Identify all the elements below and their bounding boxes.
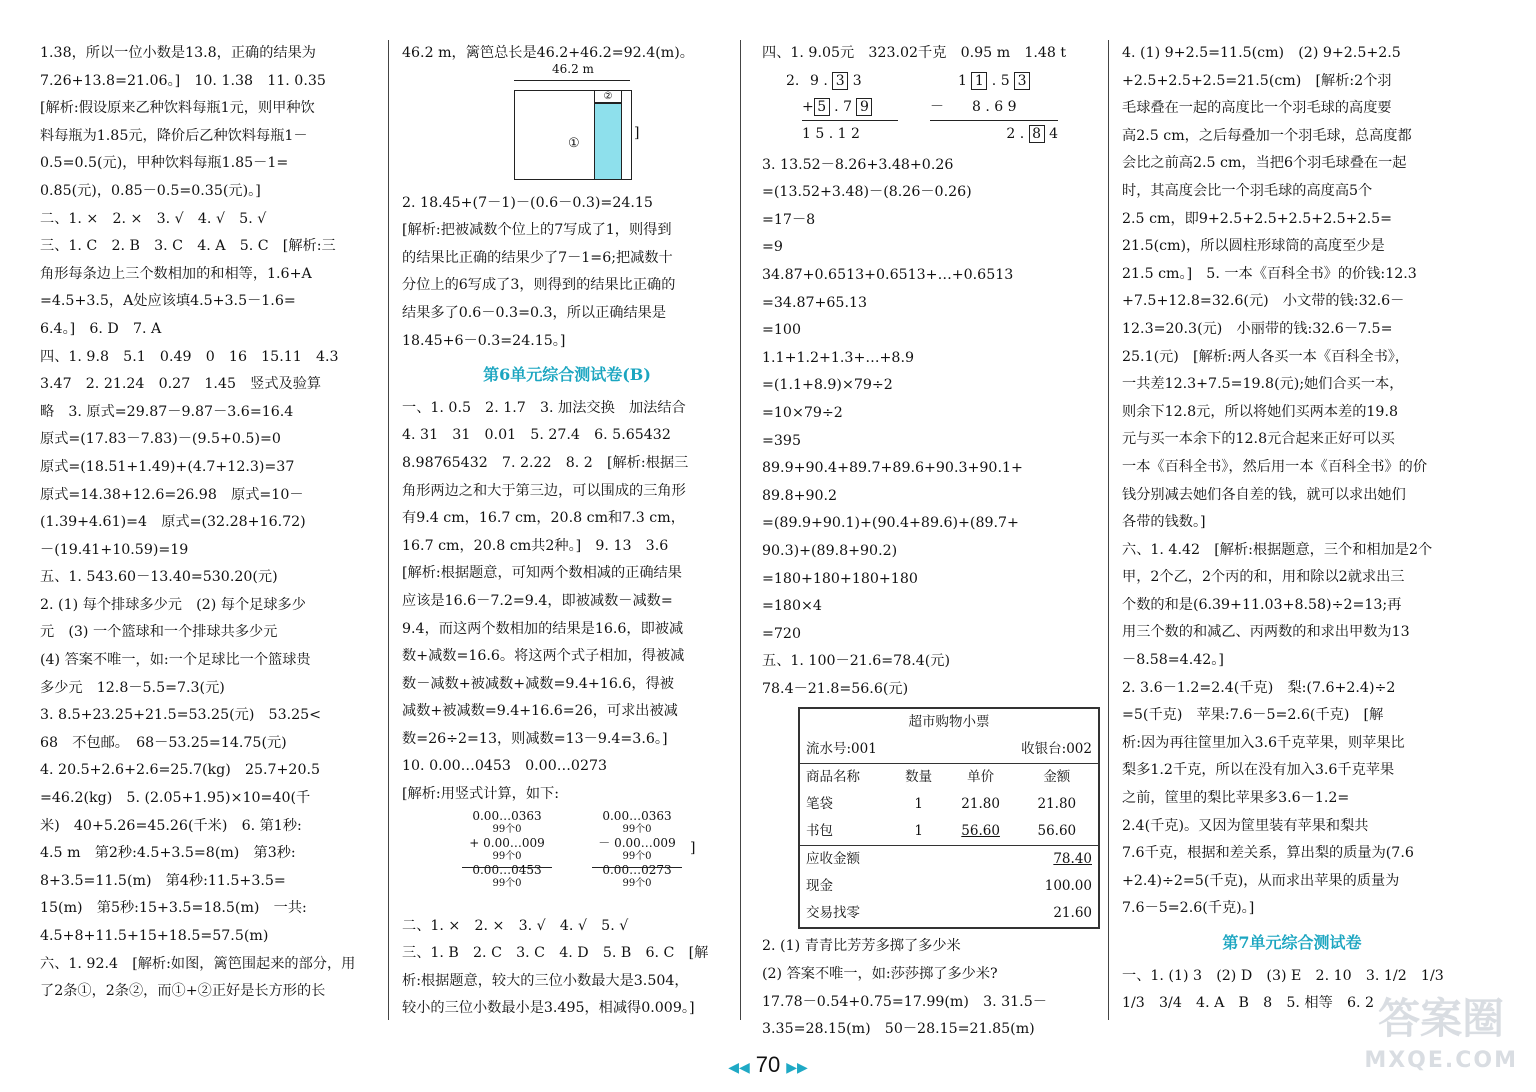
text-line: 会比之前高2.5 cm，当把6个羽毛球叠在一起: [1122, 155, 1407, 172]
calc-line: － 0.00…009: [598, 835, 676, 850]
calc-line: 0.00…0273: [602, 862, 672, 877]
text-line: 2. 3.6－1.2=2.4(千克) 梨:(7.6+2.4)÷2: [1122, 679, 1396, 696]
calc-line: 99个0: [492, 850, 522, 862]
text-line: 高2.5 cm，之后每叠加一个羽毛球，总高度都: [1122, 127, 1412, 144]
watermark-url: MXQE.COM: [1364, 1048, 1518, 1073]
text-line: 0.5=0.5(元)，甲种饮料每瓶1.85－1=: [40, 155, 289, 172]
text-line: 用三个数的和减乙、丙两数的和求出甲数为13: [1122, 624, 1410, 641]
calc-line: 99个0: [492, 823, 522, 835]
column-divider: [388, 40, 389, 1020]
text-line: 3. 13.52－8.26+3.48+0.26: [762, 156, 954, 173]
text-line: 元与买一本余下的12.8元合起来正好可以买: [1122, 431, 1395, 448]
text-line: =9: [762, 239, 783, 256]
text-line: 90.3)+(89.8+90.2): [762, 542, 898, 559]
text-line: [解析:根据题意，可知两个数相减的正确结果: [402, 565, 682, 582]
text-line: =395: [762, 432, 801, 449]
section-title: 第7单元综合测试卷: [1222, 933, 1362, 952]
text-line: 1/3 3/4 4. A B 8 5. 相等 6. 2: [1122, 995, 1375, 1012]
text-line: 2. (1) 每个排球多少元 (2) 每个足球多少: [40, 596, 306, 613]
text-line: 一共差12.3+7.5=19.8(元);她们合买一本，: [1122, 376, 1404, 393]
receipt-header: 金额: [1043, 769, 1071, 786]
text-line: 毛球叠在一起的高度比一个羽毛球的高度要: [1122, 100, 1392, 117]
page-number: 70: [755, 1052, 781, 1077]
text-line: 89.9+90.4+89.7+89.6+90.3+90.1+: [762, 460, 1023, 477]
text-line: =4.5+3.5，A处应该填4.5+3.5－1.6=: [40, 293, 296, 310]
text-line: 4. 31 31 0.01 5. 27.4 6. 5.65432: [402, 427, 671, 444]
text-line: =(13.52+3.48)－(8.26－0.26): [762, 184, 972, 201]
text-line: 数+减数=16.6。将这两个式子相加，得被减: [402, 648, 685, 665]
figure-label: 46.2 m: [552, 61, 594, 76]
calc-line: 0.00…0453: [472, 862, 542, 877]
fig-label-2: ②: [594, 90, 622, 104]
section-title: 第6单元综合测试卷(B): [483, 365, 651, 385]
watermark-text: 答案圈: [1378, 994, 1505, 1043]
text-line: 4. 20.5+2.6+2.6=25.7(kg) 25.7+20.5: [40, 762, 321, 779]
text-line: 12.3=20.3(元) 小丽带的钱:32.6－7.5=: [1122, 320, 1393, 337]
text-line: =100: [762, 322, 801, 339]
text-line: 9.4，而这两个数相加的结果是16.6，即被减: [402, 620, 684, 637]
calc-line: 0.00…0363: [472, 808, 542, 823]
receipt-cell: 笔袋: [806, 796, 833, 813]
text-line: =46.2(kg) 5. (2.05+1.95)×10=40(千: [40, 790, 311, 807]
text-line: 一本《百科全书》，然后用一本《百科全书》的价: [1122, 458, 1428, 475]
text-line: 原式=14.38+12.6=26.98 原式=10－: [40, 486, 304, 503]
text-line: 各带的钱数。]: [1122, 514, 1206, 531]
receipt-cell: 56.60: [1037, 823, 1077, 840]
text-line: [解析:把被减数个位上的7写成了1，则得到: [402, 222, 672, 239]
text-line: 25.1(元) [解析:两人各买一本《百科全书》，: [1122, 348, 1410, 365]
receipt-cell: 56.60: [961, 823, 1000, 840]
text-line: 了2条①，2条②，而①+②正好是长方形的长: [40, 983, 326, 1000]
watermark-logo: [1364, 994, 1518, 1082]
text-line: 料每瓶为1.85元，降价后乙种饮料每瓶1－: [40, 127, 308, 144]
text-line: 元 (3) 一个篮球和一个排球共多少元: [40, 624, 278, 641]
receipt-header: 数量: [905, 769, 933, 786]
text-line: 3. 8.5+23.25+21.5=53.25(元) 53.25<: [40, 707, 322, 724]
text-line: 之前，筐里的梨比苹果多3.6－1.2=: [1122, 790, 1350, 807]
text-line: 2. 18.45+(7－1)－(0.6－0.3)=24.15: [402, 194, 653, 211]
receipt-header: 单价: [967, 769, 995, 786]
text-line: 的结果比正确的结果少了7－1=6;把减数十: [402, 249, 673, 266]
receipt: [798, 707, 1100, 929]
text-line: 五、1. 100－21.6=78.4(元): [762, 653, 951, 670]
bracket: ]: [634, 124, 640, 141]
text-line: =180×4: [762, 598, 822, 615]
text-line: 减数+被减数=9.4+16.6=26，可求出被减: [402, 703, 678, 720]
text-line: 甲，2个乙，2个丙的和，用和除以2就求出三: [1122, 569, 1405, 586]
text-line: 原式=(17.83－7.83)－(9.5+0.5)=0: [40, 431, 281, 448]
change-value: 21.60: [1053, 905, 1092, 922]
text-line: 8+3.5=11.5(m) 第4秒:11.5+3.5=: [40, 872, 286, 889]
text-line: =10×79÷2: [762, 404, 843, 421]
text-line: 17.78－0.54+0.75=17.99(m) 3. 31.5－: [762, 993, 1047, 1010]
text-line: 钱分别减去她们各自差的钱，就可以求出她们: [1122, 486, 1406, 503]
text-line: 2.4(千克)。又因为筐里装有苹果和梨共: [1122, 817, 1369, 834]
text-line: 16.7 cm，20.8 cm共2种。] 9. 13 3.6: [402, 537, 669, 554]
text-line: 18.45+6－0.3=24.15。]: [402, 332, 566, 349]
calc-line: 0.00…0363: [602, 808, 672, 823]
calc-line: 99个0: [622, 823, 652, 835]
fig-label-1: ①: [568, 135, 580, 151]
text-line: 34.87+0.6513+0.6513+…+0.6513: [762, 266, 1014, 283]
receipt-header: 商品名称: [806, 769, 860, 786]
text-line: 数－减数+被减数+减数=9.4+16.6，得被: [402, 675, 674, 692]
text-line: 二、1. × 2. × 3. √ 4. √ 5. √: [40, 210, 267, 227]
text-line: －(19.41+10.59)=19: [40, 541, 189, 558]
text-line: 三、1. C 2. B 3. C 4. A 5. C [解析:三: [40, 238, 336, 255]
text-line: 3.35=28.15(m) 50－28.15=21.85(m): [762, 1021, 1035, 1038]
text-line: 2.5 cm，即9+2.5+2.5+2.5+2.5+2.5=: [1122, 210, 1393, 227]
page-footer: [0, 1052, 1536, 1078]
text-line: 4. (1) 9+2.5=11.5(cm) (2) 9+2.5+2.5: [1122, 45, 1401, 61]
receipt-cell: 1: [914, 796, 923, 813]
text-line: 二、1. × 2. × 3. √ 4. √ 5. √: [402, 917, 629, 934]
text-line: 2. (1) 青青比芳芳多掷了多少米: [762, 938, 961, 955]
text-line: 89.8+90.2: [762, 487, 838, 504]
text-line: 析:根据题意，较大的三位小数最大是3.504，: [402, 972, 689, 989]
text-line: =17－8: [762, 211, 816, 228]
column-2: [402, 40, 732, 1023]
text-line: +2.5+2.5+2.5=21.5(cm) [解析:2个羽: [1122, 72, 1392, 89]
receipt-row: [799, 791, 1099, 818]
receipt-serial: 流水号:001: [806, 741, 877, 758]
text-line: 21.5 cm。] 5. 一本《百科全书》的价钱:12.3: [1122, 265, 1417, 282]
text-line: 68 不包邮。 68－53.25=14.75(元): [40, 734, 287, 751]
text-line: 四、1. 9.05元 323.02千克 0.95 m 1.48 t: [762, 45, 1067, 61]
text-line: 一、1. 0.5 2. 1.7 3. 加法交换 加法结合: [402, 399, 686, 416]
column-3: [762, 40, 1100, 1044]
text-line: 7.6－5=2.6(千克)。]: [1122, 900, 1255, 917]
due-label: 应收金额: [806, 851, 860, 868]
column-divider: [740, 40, 741, 1020]
text-line: 4.5 m 第2秒:4.5+3.5=8(m) 第3秒:: [40, 845, 296, 862]
text-line: 1.38，所以一位小数是13.8，正确的结果为: [40, 45, 316, 61]
column-1: [40, 40, 380, 1006]
text-line: 四、1. 9.8 5.1 0.49 0 16 15.11 4.3: [40, 348, 339, 365]
text-line: 数=26÷2=13，则减数=13－9.4=3.6。]: [402, 730, 668, 747]
text-line: 8.98765432 7. 2.22 8. 2 [解析:根据三: [402, 454, 689, 471]
text-line: 一、1. (1) 3 (2) D (3) E 2. 10 3. 1/2 1/3: [1122, 967, 1444, 984]
text-line: 15(m) 第5秒:15+3.5=18.5(m) 一共:: [40, 900, 307, 917]
text-line: 六、1. 4.42 [解析:根据题意，三个和相加是2个: [1122, 541, 1433, 558]
fence-figure: [512, 61, 732, 190]
dimension-line: [514, 80, 630, 81]
change-label: 交易找零: [806, 905, 860, 922]
due-value: 78.40: [1053, 851, 1092, 868]
text-line: =(1.1+8.9)×79÷2: [762, 377, 893, 394]
text-line: 角形两边之和大于第三边，可以围成的三角形: [402, 482, 686, 499]
text-line: 有9.4 cm，16.7 cm，20.8 cm和7.3 cm，: [402, 510, 685, 527]
text-line: 米) 40+5.26=45.26(千米) 6. 第1秒:: [40, 817, 302, 834]
text-line: 78.4－21.8=56.6(元): [762, 680, 909, 697]
text-line: 46.2 m，篱笆总长是46.2+46.2=92.4(m)。: [402, 45, 694, 61]
calc-line: 99个0: [622, 850, 652, 862]
text-line: (4) 答案不唯一，如:一个足球比一个篮球贵: [40, 652, 311, 669]
text-line: 三、1. B 2. C 3. C 4. D 5. B 6. C [解: [402, 945, 709, 962]
calc-line: 99个0: [492, 877, 522, 889]
text-line: 21.5(cm)，所以圆柱形球筒的高度至少是: [1122, 238, 1385, 255]
vertical-calculation: 0.00…0363 99个0 + 0.00…009 99个0 0.00…0453 99个0 0.00…0363 99个0 － 0.00…009 99个0 0.00…0273 99个0 ]: [402, 809, 732, 913]
text-line: [解析:假设原来乙种饮料每瓶1元，则甲种饮: [40, 100, 315, 117]
text-line: 7.26+13.8=21.06。] 10. 1.38 11. 0.35: [40, 72, 326, 89]
text-line: 五、1. 543.60－13.40=530.20(元): [40, 569, 278, 586]
text-line: 4.5+8+11.5+15+18.5=57.5(m): [40, 928, 269, 944]
receipt-cell: 21.80: [961, 796, 1000, 813]
text-line: 结果多了0.6－0.3=0.3，所以正确结果是: [402, 304, 667, 321]
text-line: 梨多1.2千克，所以在没有加入3.6千克苹果: [1122, 762, 1395, 779]
text-line: [解析:用竖式计算，如下:: [402, 786, 559, 803]
text-line: (1.39+4.61)=4 原式=(32.28+16.72): [40, 514, 306, 531]
text-line: +7.5+12.8=32.6(元) 小文带的钱:32.6－: [1122, 293, 1405, 310]
text-line: 0.85(元)，0.85－0.5=0.35(元)。]: [40, 182, 261, 199]
receipt-title: 超市购物小票: [908, 714, 990, 731]
text-line: 略 3. 原式=29.87－9.87－3.6=16.4: [40, 403, 294, 420]
text-line: 则余下12.8元，所以将她们买两本差的19.8: [1122, 403, 1398, 420]
column-divider: [1108, 40, 1109, 1020]
text-line: =34.87+65.13: [762, 294, 868, 311]
calc-line: + 0.00…009: [469, 835, 545, 850]
text-line: 应该是16.6－7.2=9.4，即被减数－减数=: [402, 592, 673, 609]
text-line: 10. 0.00…0453 0.00…0273: [402, 758, 608, 775]
column-4: [1122, 40, 1462, 1018]
text-line: 分位上的6写成了3，则得到的结果比正确的: [402, 277, 676, 294]
cash-value: 100.00: [1044, 878, 1092, 895]
text-line: (2) 答案不唯一，如:莎莎掷了多少米?: [762, 966, 998, 983]
text-line: 6.4。] 6. D 7. A: [40, 320, 162, 337]
text-line: 六、1. 92.4 [解析:如图，篱笆围起来的部分，用: [40, 955, 356, 972]
next-arrow-icon: ▶▶: [786, 1059, 808, 1075]
receipt-cell: 书包: [806, 823, 833, 840]
text-line: 1.1+1.2+1.3+…+8.9: [762, 349, 914, 366]
text-line: =180+180+180+180: [762, 570, 918, 587]
text-line: 析:因为再往筐里加入3.6千克苹果，则苹果比: [1122, 734, 1405, 751]
text-line: 较小的三位小数最小是3.495，相减得0.009。]: [402, 1000, 695, 1017]
receipt-row: [799, 818, 1099, 846]
receipt-cashier: 收银台:002: [1021, 741, 1092, 758]
receipt-cell: 21.80: [1037, 796, 1077, 813]
text-line: =5(千克) 苹果:7.6－5=2.6(千克) [解: [1122, 707, 1384, 724]
text-line: 角形每条边上三个数相加的和相等，1.6+A: [40, 265, 312, 282]
calc-line: 99个0: [622, 877, 652, 889]
text-line: 原式=(18.51+1.49)+(4.7+12.3)=37: [40, 458, 295, 475]
shaded-area: [594, 102, 622, 180]
text-line: 7.6千克，根据和差关系，算出梨的质量为(7.6: [1122, 845, 1414, 862]
text-line: =(89.9+90.1)+(90.4+89.6)+(89.7+: [762, 515, 1019, 532]
text-line: 时，其高度会比一个羽毛球的高度高5个: [1122, 182, 1373, 199]
receipt-cell: 1: [914, 823, 923, 840]
text-line: 个数的和是(6.39+11.03+8.58)÷2=13;再: [1122, 596, 1402, 613]
vertical-addition: 2. 9 . 3 3 + 5 . 7 9 1 5 . 1 2 1 1 . 5 3 － 8 . 6 9 2 . 8 4: [762, 68, 1100, 152]
prev-arrow-icon: ◀◀: [728, 1059, 750, 1075]
text-line: 多少元 12.8－5.5=7.3(元): [40, 679, 225, 696]
cash-label: 现金: [806, 878, 833, 895]
text-line: －8.58=4.42。]: [1122, 652, 1224, 669]
text-line: 3.47 2. 21.24 0.27 1.45 竖式及验算: [40, 376, 322, 393]
text-line: =720: [762, 625, 801, 642]
text-line: +2.4)÷2=5(千克)，从而求出苹果的质量为: [1122, 872, 1400, 889]
